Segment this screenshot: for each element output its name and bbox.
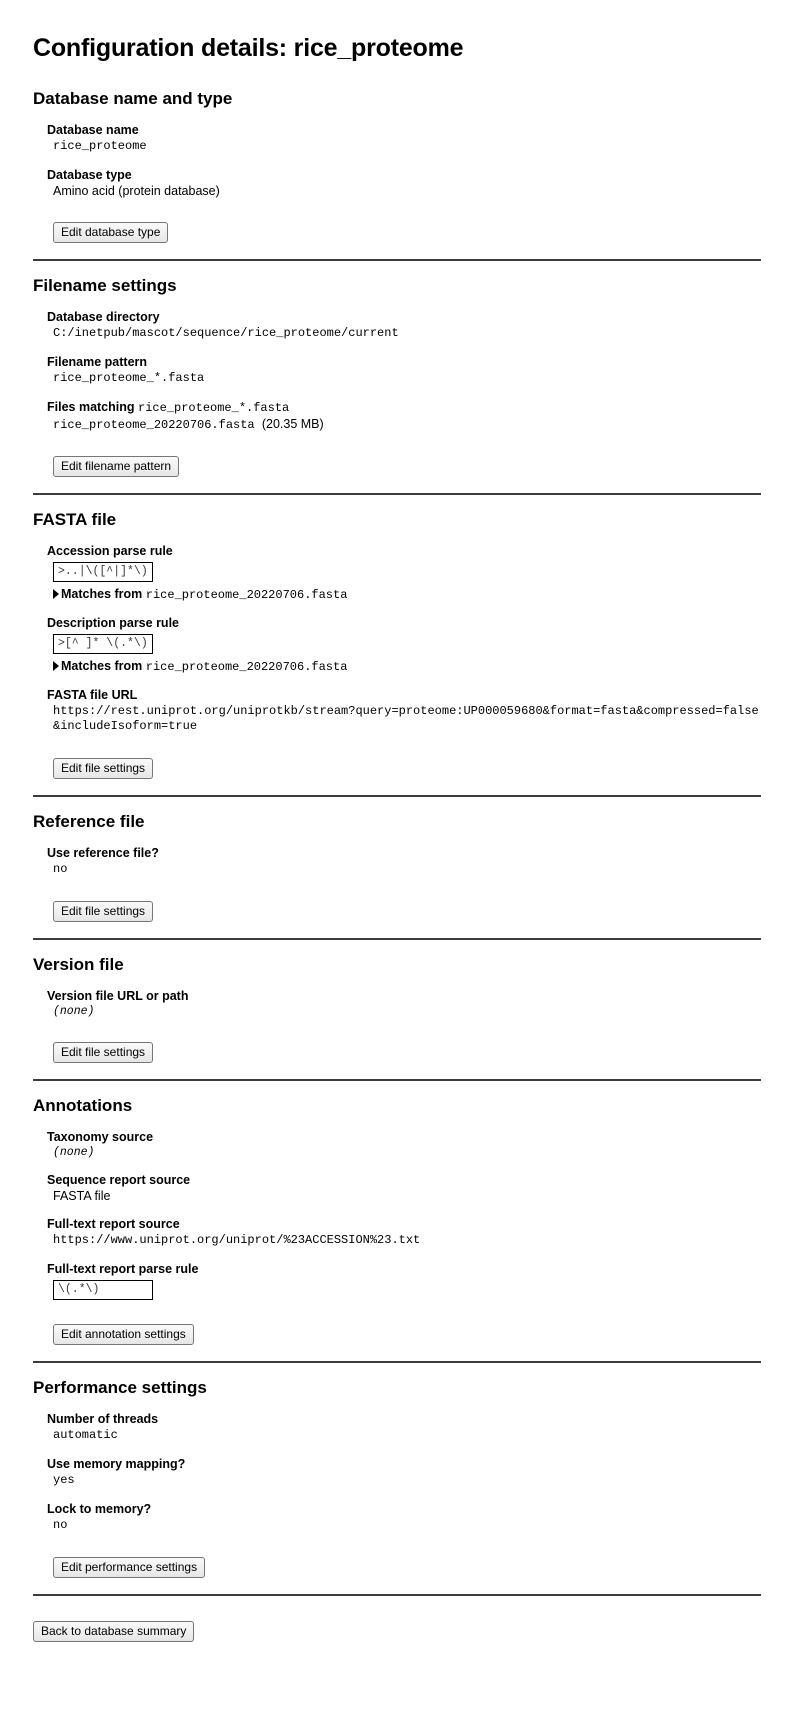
section-divider — [33, 938, 761, 940]
field-fulltext-report-source — [47, 1217, 761, 1248]
sequence-report-source-value: FASTA file — [53, 1189, 111, 1203]
page-title: Configuration details: rice_proteome — [33, 34, 464, 62]
edit-version-file-settings-button[interactable]: Edit file settings — [53, 1042, 153, 1063]
taxonomy-source-label: Taxonomy source — [47, 1130, 154, 1144]
filename-pattern-value: rice_proteome_*.fasta — [53, 371, 205, 385]
field-description-parse-rule — [47, 616, 761, 674]
files-matching-label-text: Files matching — [47, 400, 135, 414]
field-database-type — [47, 168, 761, 198]
edit-fasta-file-settings-button[interactable]: Edit file settings — [53, 758, 153, 779]
filename-pattern-label: Filename pattern — [47, 355, 148, 369]
section-reference-file — [33, 812, 761, 922]
section-divider — [33, 1594, 761, 1596]
number-of-threads-value: automatic — [53, 1428, 118, 1442]
edit-reference-file-settings-button[interactable]: Edit file settings — [53, 901, 153, 922]
section-version-file — [33, 955, 761, 1063]
edit-annotation-settings-button[interactable]: Edit annotation settings — [53, 1324, 194, 1345]
field-number-of-threads — [47, 1412, 761, 1443]
fulltext-report-source-label: Full-text report source — [47, 1217, 180, 1231]
database-name-label: Database name — [47, 123, 139, 137]
version-file-url-label: Version file URL or path — [47, 989, 189, 1003]
section-divider — [33, 1361, 761, 1363]
field-database-directory — [47, 310, 761, 341]
files-matching-pattern: rice_proteome_*.fasta — [138, 401, 290, 415]
matched-file-row — [47, 417, 761, 432]
section-fasta-file — [33, 510, 761, 779]
fasta-file-url-label: FASTA file URL — [47, 688, 138, 702]
section-performance-settings — [33, 1378, 761, 1578]
use-memory-mapping-label: Use memory mapping? — [47, 1457, 186, 1471]
section-annotations — [33, 1096, 761, 1345]
database-directory-label: Database directory — [47, 310, 160, 324]
field-accession-parse-rule — [47, 544, 761, 602]
database-type-value: Amino acid (protein database) — [53, 184, 220, 198]
back-to-database-summary-button[interactable]: Back to database summary — [33, 1621, 194, 1642]
fulltext-report-source-value: https://www.uniprot.org/uniprot/%23ACCESSION%23.txt — [53, 1233, 421, 1247]
database-type-label: Database type — [47, 168, 132, 182]
use-reference-file-label: Use reference file? — [47, 846, 159, 860]
fulltext-report-parse-rule-value[interactable]: \(.*\) — [53, 1280, 153, 1300]
description-matches-file: rice_proteome_20220706.fasta — [145, 660, 348, 674]
number-of-threads-label: Number of threads — [47, 1412, 159, 1426]
use-reference-file-value: no — [53, 862, 68, 876]
edit-performance-settings-button[interactable]: Edit performance settings — [53, 1557, 205, 1578]
field-lock-to-memory — [47, 1502, 761, 1533]
taxonomy-source-value: (none) — [53, 1146, 95, 1159]
description-parse-rule-value[interactable]: >[^ ]* \(.*\) — [53, 634, 153, 654]
accession-parse-rule-value[interactable]: >..|\([^|]*\) — [53, 562, 153, 582]
field-filename-pattern — [47, 355, 761, 386]
matched-file-name: rice_proteome_20220706.fasta — [53, 418, 255, 432]
section-heading-fasta: FASTA file — [33, 510, 117, 529]
field-files-matching — [47, 400, 761, 432]
section-heading-performance: Performance settings — [33, 1378, 207, 1397]
section-database-name-and-type — [33, 89, 761, 243]
sequence-report-source-label: Sequence report source — [47, 1173, 191, 1187]
matched-file-size: (20.35 MB) — [261, 417, 324, 431]
field-database-name — [47, 123, 761, 154]
accession-matches-disclosure[interactable] — [47, 587, 761, 602]
section-filename-settings — [33, 276, 761, 477]
section-divider — [33, 493, 761, 495]
section-heading-reference: Reference file — [33, 812, 145, 831]
triangle-right-icon — [53, 661, 59, 671]
field-use-memory-mapping — [47, 1457, 761, 1488]
section-divider — [33, 1079, 761, 1081]
field-fulltext-report-parse-rule — [47, 1262, 761, 1300]
version-file-url-value: (none) — [53, 1005, 95, 1018]
description-matches-disclosure[interactable] — [47, 659, 761, 674]
accession-matches-label: Matches from — [61, 587, 143, 601]
field-version-file-url — [47, 989, 761, 1018]
section-heading-version: Version file — [33, 955, 124, 974]
field-fasta-file-url — [47, 688, 761, 734]
fulltext-report-parse-rule-label: Full-text report parse rule — [47, 1262, 199, 1276]
files-matching-label — [47, 400, 761, 415]
field-sequence-report-source — [47, 1173, 761, 1203]
section-heading-filename: Filename settings — [33, 276, 177, 295]
accession-parse-rule-label: Accession parse rule — [47, 544, 173, 558]
section-divider — [33, 259, 761, 261]
section-divider — [33, 795, 761, 797]
triangle-right-icon — [53, 589, 59, 599]
section-heading-database: Database name and type — [33, 89, 233, 108]
database-name-value: rice_proteome — [53, 139, 147, 153]
database-directory-value: C:/inetpub/mascot/sequence/rice_proteome/current — [53, 326, 399, 340]
lock-to-memory-value: no — [53, 1518, 68, 1532]
edit-database-type-button[interactable]: Edit database type — [53, 222, 168, 243]
edit-filename-pattern-button[interactable]: Edit filename pattern — [53, 456, 179, 477]
field-taxonomy-source — [47, 1130, 761, 1159]
fasta-file-url-value: https://rest.uniprot.org/uniprotkb/stream?query=proteome:UP000059680&format=fasta&compressed=false&includeIsoform=true — [53, 704, 759, 733]
section-heading-annotations: Annotations — [33, 1096, 133, 1115]
description-parse-rule-label: Description parse rule — [47, 616, 179, 630]
accession-matches-file: rice_proteome_20220706.fasta — [145, 588, 348, 602]
use-memory-mapping-value: yes — [53, 1473, 75, 1487]
lock-to-memory-label: Lock to memory? — [47, 1502, 152, 1516]
description-matches-label: Matches from — [61, 659, 143, 673]
field-use-reference-file — [47, 846, 761, 877]
